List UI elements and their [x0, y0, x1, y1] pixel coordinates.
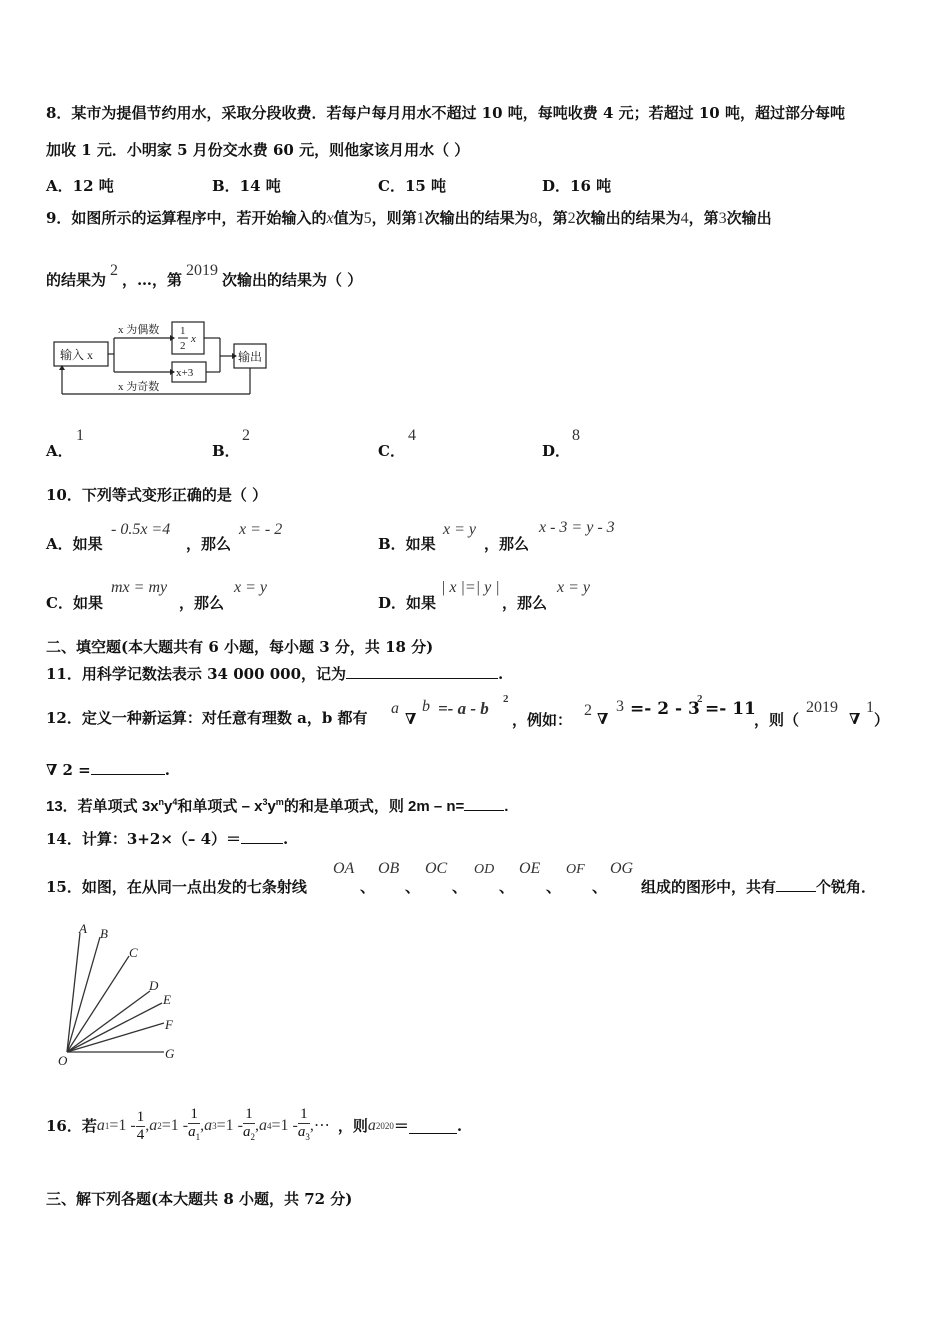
q12-a-var: a [391, 700, 399, 717]
q16-frac-3: $\frac{1}{a_2}$ [242, 1106, 255, 1142]
q12-rule-rhs: =- a - b [438, 699, 489, 718]
q12-close: ） [874, 711, 890, 729]
q16-frac-4: $\frac{1}{a_3}$ [297, 1106, 310, 1142]
q12-then: ，则（ [754, 711, 800, 729]
q15-ray-og: OG [610, 860, 634, 877]
q10-option-b-eq1: x = y [443, 521, 476, 538]
q15-ray-ob: OB [378, 860, 400, 877]
q12-1: 1 [866, 699, 874, 716]
q12-nabla-1: ∇ [405, 710, 417, 728]
q15-ray-oa: OA [333, 860, 355, 877]
q14-answer-blank[interactable] [241, 829, 283, 844]
q10-option-c-then: ，那么 [179, 594, 225, 612]
q12-example-result: =- 11 [705, 699, 756, 719]
q10-option-a-eq1: - 0.5x =4 [111, 521, 171, 538]
label-f: F [165, 1017, 173, 1032]
q10-option-a-label: A．如果 [46, 535, 103, 553]
q15-answer-blank[interactable] [776, 877, 816, 892]
label-d: D [149, 978, 159, 993]
q16: 16．若 a 1 =1 - $\frac{1}{4}$ , a 2 =1 - $\frac{1}{a_1}$ , a 3 =1 - $\frac{1}{a_2}$ , a 4 =1 - $\frac{1}{a_3}$ ,⋯ ，则 a 2020 ＝ . [46, 1100, 462, 1152]
q12-nabla-2: ∇ [597, 710, 609, 728]
q10-option-b-label: B．如果 [378, 535, 436, 553]
q9-option-c-value: 4 [408, 427, 416, 444]
q8-line2: 加收 1 元．小明家 5 月份交水费 60 元，则他家该月用水（ ） [46, 141, 470, 159]
q13: 13．若单项式 $3x^ny^4$和单项式 – $x^3y^m$的和是单项式，则 2m – n= . [46, 797, 509, 815]
q12-line2: ∇ 2 = . [46, 761, 170, 779]
section-2-heading: 二、填空题(本大题共有 6 小题，每小题 3 分，共 18 分) [46, 638, 434, 656]
q12-rule-square: 2 [503, 693, 509, 705]
q9-option-b-value: 2 [242, 427, 250, 444]
flow-output-label: 输出 [238, 350, 263, 364]
q14: 14．计算：3+2×（– 4）＝ . [46, 830, 289, 848]
q8-option-a: A．12 吨 [46, 177, 114, 195]
q8-line1: 8．某市为提倡节约用水，采取分段收费．若每户每月用水不超过 10 吨，每吨收费 4 元；若超过 10 吨，超过部分每吨 [46, 104, 845, 122]
q11: 11．用科学记数法表示 34 000 000，记为 . [46, 665, 504, 683]
flow-odd-label: x 为奇数 [118, 381, 160, 393]
q15-ray-od: OD [474, 862, 495, 877]
q9-option-a-letter: A． [46, 442, 73, 460]
q10-option-d-label: D．如果 [378, 594, 437, 612]
q10-option-a-then: ，那么 [186, 535, 232, 553]
q10-option-c-eq1: mx = my [111, 579, 168, 596]
ray-od [67, 991, 150, 1052]
q11-answer-blank[interactable] [346, 664, 498, 679]
flow-half-den: 2 [180, 340, 186, 352]
q16-frac-2: $\frac{1}{a_1}$ [188, 1106, 201, 1142]
q12-example-label: ，例如： [512, 711, 573, 729]
q9-line1: 9．如图所示的运算程序中，若开始输入的x值为5，则第1次输出的结果为8，第2次输出的结果为4，第3次输出 [46, 209, 772, 227]
q15-rays-figure [52, 920, 187, 1070]
section-3-heading: 三、解下列各题(本大题共 8 小题，共 72 分) [46, 1190, 353, 1208]
q8-option-b: B．14 吨 [212, 177, 281, 195]
q12-example-3: 3 [616, 698, 624, 715]
q13-answer-blank[interactable] [464, 796, 504, 811]
label-o: O [58, 1053, 68, 1068]
label-b: B [100, 926, 108, 941]
flow-half-num: 1 [180, 325, 186, 337]
q10-option-a-eq2: x = - 2 [239, 521, 283, 538]
q10-option-b-then: ，那么 [484, 535, 530, 553]
q12-example-square: 2 [697, 693, 703, 705]
q10-title: 10．下列等式变形正确的是（ ） [46, 486, 268, 504]
label-a: A [79, 921, 87, 936]
q10-option-d-eq2: x = y [557, 579, 590, 596]
q10-option-c-eq2: x = y [234, 579, 267, 596]
q15-sep-3: 、 [452, 878, 468, 896]
label-g: G [165, 1046, 175, 1061]
q10-option-d-eq1: | x |=| y | [441, 579, 500, 596]
q12-2019: 2019 [806, 699, 838, 716]
flow-input-label: 输入 x [60, 348, 94, 362]
q15-sep-6: 、 [592, 878, 608, 896]
q9-option-a-value: 1 [76, 427, 84, 444]
q10-option-c-label: C．如果 [46, 594, 103, 612]
ray-ob [67, 937, 100, 1052]
q9-option-b-letter: B． [212, 442, 240, 460]
q12-answer-blank[interactable] [91, 760, 165, 775]
q10-option-d-then: ，那么 [502, 594, 548, 612]
q15-ray-oe: OE [519, 860, 541, 877]
q12-b-var: b [422, 698, 430, 715]
q12-example-2: 2 [584, 702, 592, 719]
q8-option-d: D．16 吨 [542, 177, 612, 195]
q12-example-rhs: =- 2 - 3 [630, 699, 700, 719]
q15-sep-2: 、 [405, 878, 421, 896]
q12-nabla-3: ∇ [849, 710, 861, 728]
q9-option-d-letter: D． [542, 442, 571, 460]
q10-option-b-eq2: x - 3 = y - 3 [539, 519, 615, 536]
q12-line1: 12．定义一种新运算：对任意有理数 a，b 都有 [46, 709, 368, 727]
q15-sep-5: 、 [546, 878, 562, 896]
q8-option-c: C．15 吨 [378, 177, 447, 195]
q15-prefix: 15．如图，在从同一点出发的七条射线 [46, 878, 307, 896]
label-e: E [163, 992, 171, 1007]
q9-option-c-letter: C． [378, 442, 405, 460]
q9-option-d-value: 8 [572, 427, 580, 444]
flow-plus3-label: x+3 [176, 367, 194, 379]
q9-line2: 的结果为2，…，第2019次输出的结果为（ ） [46, 262, 363, 289]
q15-suffix: 组成的图形中，共有 个锐角． [641, 878, 877, 896]
q9-flowchart [52, 318, 278, 400]
flow-even-label: x 为偶数 [118, 324, 160, 336]
q15-ray-of: OF [566, 862, 585, 877]
label-c: C [129, 945, 138, 960]
q15-sep-1: 、 [360, 878, 376, 896]
q16-frac-1: $\frac{1}{4}$ [136, 1108, 145, 1143]
flow-half-var: x [191, 333, 196, 345]
q15-ray-oc: OC [425, 860, 448, 877]
q16-answer-blank[interactable] [409, 1119, 457, 1134]
q15-sep-4: 、 [499, 878, 515, 896]
